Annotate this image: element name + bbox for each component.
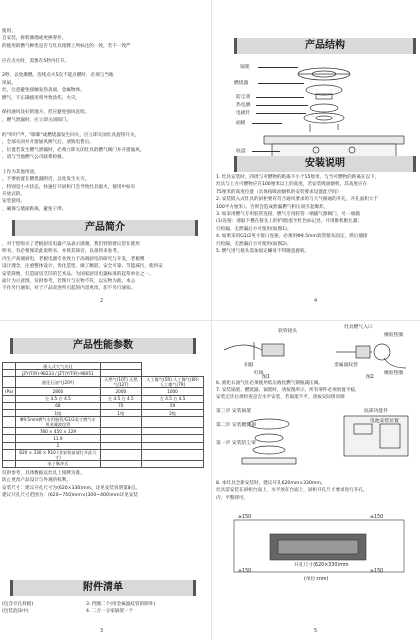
table-cell: 左 4.5 右 4.5 [16,395,100,402]
section-banner-install: 安装说明 [234,156,416,172]
note-line: 防止更改产品设计与外观的权利。 [2,478,71,484]
table-cell [100,460,141,467]
table-cell [100,442,141,449]
table-cell: JZY(T/R)-9B233 / JZT(Y/T/R)-9B051 [16,370,100,377]
text-line: 安装使用。 [2,199,25,205]
table-cell [3,460,16,467]
text-line: 安装完毕后须检查是否水平安装，若锅架不平，请按实际情况调 [216,395,345,401]
page-number: 4 [314,298,318,304]
section-banner-accessories: 附件清单 [10,580,196,596]
table-cell [100,417,141,428]
install-line: 灶具与上方可燃物应在100厘米以上的高度，若安装吸油烟机，其高度应在 [216,182,368,188]
table-cell [3,409,16,416]
table-cell: Φ9.5mm燃气专用胶管/G1/2英寸燃气专用金属波纹管 [16,417,100,428]
table-row [3,370,204,377]
leader-line [252,151,280,152]
text-line: 设计理念，注重整体设计，优化造型，做工精湛，安全可靠，节能减污，使用安 [2,264,163,270]
table-cell [3,442,16,449]
text-line [2,124,206,131]
table-cell [142,442,204,449]
table-cell: 人工煤气(5R) 人工煤气(6R) 人工煤气(7R) [142,377,204,388]
table-cell: 左 4.5 右 4.5 [142,395,204,402]
page-5 [214,322,420,640]
table-cell [142,417,204,428]
table-cell: (Pa) [3,388,16,395]
install-line: 2. 安装嵌入式灶具的厨柜要有符合通风要求的与大气相通的开孔，开孔面积大于 [216,197,379,203]
table-cell [100,370,141,377]
table-cell: 68 [16,402,100,409]
table-cell: 1级 [16,409,100,416]
table-cell: 780 × 450 × 129 [16,428,100,435]
hose-label: 软管接头 [278,329,298,334]
text-line: ，位置若发生燃气泄漏时，必须立即关闭灶具的燃气阀门并开窗通风， [2,147,145,153]
page-number: 3 [100,628,104,634]
install-line: 行检漏，无泄漏后方可使用(如图2)。 [216,241,292,247]
cutout-note: 开孔尺寸(620×330)mm [294,563,349,568]
table-row [3,417,204,428]
text-line: 内生产高端厨电，老板电器专业致力于高端厨电的研究与开发，老板牌 [2,256,145,262]
structure-label: 防尘罩 [236,95,251,100]
install-step: 6. 液化石油气灶必须使用低压液化燃气钢瓶减压阀。 [216,381,323,386]
structure-label: 面板 [236,121,246,126]
table-row [3,442,204,449]
install-line: 1. 灶具安装时，四周与可燃物的距离不小于15厘米，与当可燃物的距离在以下， [216,175,380,180]
section-banner-structure: 产品结构 [234,38,416,54]
install-step [216,480,420,502]
spec-notes [2,470,206,500]
text-line: 的使用的燃气种类是否与灶具铭牌上所标注的一致，若不一致严 [2,43,131,49]
dimension-label: ≥150 [370,569,384,574]
note-line: 仅供参考，具体数据以灶具上铭牌为准。 [2,471,85,476]
text-line: ，全部关闭并开窗通风换气后，请致电售后。 [2,140,94,146]
table-cell: 11.9 [16,435,100,442]
hose-label: 橡胶垫圈 [384,333,404,338]
accessory-item: 4. 二合一分家锅架一个 [86,609,134,615]
table-row [3,409,204,416]
text-line: ，请与当地燃气公司联系检修。 [2,154,67,160]
leader-line [256,105,308,106]
text-line: ，确保与墙面距离，避免干涉。 [2,206,67,212]
install-line: (1)连接：请取下叠在接头上的护圈)套至红色标记处，开用锥机配扎紧； [216,219,363,225]
table-cell [3,402,16,409]
text-line [2,50,206,57]
install-line: 5. 燃气进气接头需加固定螺母不得随意旋转。 [216,249,310,255]
text-line: 明书，有必要阅读此说明书，并将其保存，以备将来参考。 [2,249,122,255]
dimension-label: ≥150 [238,515,252,520]
hose-label: 灶具燃气入口 [344,325,373,330]
accessory-item: (包含开孔样板) [2,602,34,607]
page-number: 2 [100,298,104,304]
table-cell [3,363,16,370]
text-line: 安装简便，打造厨房烹饪的艺术品。为国家厨房电器标准的起草单位之一。 [2,271,154,277]
table-cell [142,428,204,435]
leader-line [252,123,282,124]
text-line [2,102,206,109]
text-line: ，特别是小火状态，快速打开厨柜门会导致灶具熄火，使用中如有 [2,184,136,190]
text-line [2,161,206,168]
table-cell: 2000 [100,388,141,395]
table-cell [100,435,141,442]
table-cell: 820 × 330 × R10 (非安装前请打开此尺寸) [16,449,100,460]
table-cell [3,370,16,377]
leader-line [258,83,304,84]
structure-label: 底盘 [236,149,246,154]
note-line: 安装尺寸：建议开孔尺寸为(620×330)mm，详见安装说明第8点。 [2,485,140,491]
table-cell: 嵌入式大气式灶 [16,363,100,370]
structure-label: 电极针 [236,111,251,116]
table-cell: 电子脉冲式 [16,460,100,467]
assembly-label: 底部功能件 [364,409,388,414]
leader-line [256,113,306,114]
table-cell [100,428,141,435]
hose-label: 扣箍 [244,363,254,368]
table-cell [100,363,141,370]
install-line: 3. 如采用燃气专用胶管连接，燃气专用胶管一端插气源阀门，另一端插 [216,212,360,218]
page-divider-horizontal [0,320,420,321]
text-line: 保持通风良好的地方，但应避免强风直吹。 [2,110,90,116]
table-row [3,460,204,467]
install-line: 行检漏，无泄漏后方可使用(如图1)。 [216,226,292,232]
table-cell [3,417,16,428]
install-text [216,174,420,255]
text-line: 内，平整即可。 [216,495,249,501]
hose-label: 红线 [254,371,264,376]
table-cell: 2级 [142,409,204,416]
hose-label: 橡胶垫圈 [384,371,404,376]
assembly-label: 第二步 安装燃烧器 [216,423,256,428]
text-line: 8. 本灶具全新安装时，建议开孔620mm×330mm。 [216,481,326,486]
assembly-label: 电池安装位置 [370,419,399,424]
text-line: 风扇。 [2,80,16,86]
warning-text [2,28,206,213]
structure-label: 锅架 [240,65,250,70]
table-cell [3,449,16,460]
text-line: ，燃气泄漏时，应立即关闭阀门。 [2,117,71,123]
table-cell [3,395,16,402]
text-line: 应在点火时，需要在5秒内打开。 [2,58,70,64]
intro-text [2,241,206,293]
table-row [3,388,204,395]
accessory-item: (包装泡沫中) [2,609,29,615]
text-line: 灶具需安装在厨柜台面上，水平放在台面上，厨柜开孔尺寸要求进行开孔， [216,488,368,494]
text-line: ，不要放置在燃烧器附近，以免发生火灾。 [2,177,90,183]
text-line: 自安装、拆机修理或更换零件。 [2,36,67,42]
text-line: 开放式的。 [2,191,25,197]
install-line: 4. 如果采用G1/2英寸接口连接，必须用Φ9.5mm软管接头固定，然后插接 [216,234,368,240]
text-line: 使用。 [2,29,16,34]
table-cell [142,449,204,460]
table-cell [3,435,16,442]
table-row [3,428,204,435]
text-line: 灶，注意避免接触发热表面，金属物体。 [2,88,85,94]
page-3 [0,322,208,640]
leader-line [258,67,298,68]
table-cell [142,435,204,442]
install-step [216,387,420,402]
section-banner-specs: 产品性能参数 [10,338,196,354]
dimension-label: ≥150 [370,515,384,520]
figure-caption: 图1 [262,375,270,380]
text-line: 7. 安装锅架、燃烧器、锅架时，请按图所示，所有零件必须放置平稳， [216,388,360,393]
accessory-list [2,601,206,616]
table-cell [100,449,141,460]
page-number: 5 [314,628,318,634]
structure-label: 热电偶 [236,103,251,108]
table-cell: 2800 [16,388,100,395]
table-row [3,395,204,402]
text-line: 不作另行通知，对于产品改进所引起的内容更改，恕不另行通知。 [2,286,136,292]
spec-table [2,362,204,468]
table-cell [3,428,16,435]
dimension-label: (单位:mm) [304,577,329,582]
table-cell: 天然气(10T) 天然气(12T) [100,377,141,388]
assembly-label: 第三步 安装锅架 [216,409,252,414]
install-line: 75厘米的高度位置（具体按吸油烟机的安装要求设置此空间） [216,189,342,195]
dimension-label: ≥150 [238,569,252,574]
section-banner-intro: 产品简介 [12,220,198,236]
table-cell: 液化石油气(20Y) [16,377,100,388]
text-line: 面片为示意图，仅供参考，若图片与实物不符，以实物为准。本公 [2,279,136,285]
install-line: 100平方厘米）。否则会造成泄漏燃气积压而引起爆炸。 [216,204,329,210]
table-cell: 左 4.5 右 4.5 [100,395,141,402]
table-row [3,363,204,370]
text-line: 的"吓吓"声，"嘭嘭"或燃烧器发生回火，应立即关闭灶具旋钮开关， [2,132,140,138]
table-cell: 1000 [142,388,204,395]
figure-caption: 图2 [366,375,374,380]
hose-label: 金属波纹管 [334,363,358,368]
leader-line [256,97,304,98]
table-row [3,402,204,409]
table-cell: 70 [100,402,141,409]
table-row [3,435,204,442]
table-cell [142,460,204,467]
text-line [2,65,206,72]
table-cell: 1级 [100,409,141,416]
note-line: 建议开孔尺寸范围为：(620~750)mm×(300~400)mm详见安装 [2,493,139,499]
structure-label: 燃烧器 [234,81,249,86]
assembly-label: 第一步 安装防尘罩 [216,441,256,446]
table-cell: 2 [16,442,100,449]
table-cell: 59 [142,402,204,409]
page-4 [214,0,420,318]
page-2 [0,0,208,318]
table-cell [3,377,16,388]
text-line: ，对于您购买了老板厨房电器产品表示感谢。我们特别建议您在使用 [2,242,140,247]
accessory-item: 3. 挡圈二个(用金属波纹管的除外) [86,602,156,607]
table-row [3,377,204,388]
text-line: 上作为其他用途。 [2,169,39,175]
text-line: 2秒，以免爆燃。连续点火5次不能点燃时，必须与当地 [2,73,114,79]
text-line: 燃气，不正确使用将导致烫伤，火灾。 [2,95,81,101]
table-row [3,449,204,460]
